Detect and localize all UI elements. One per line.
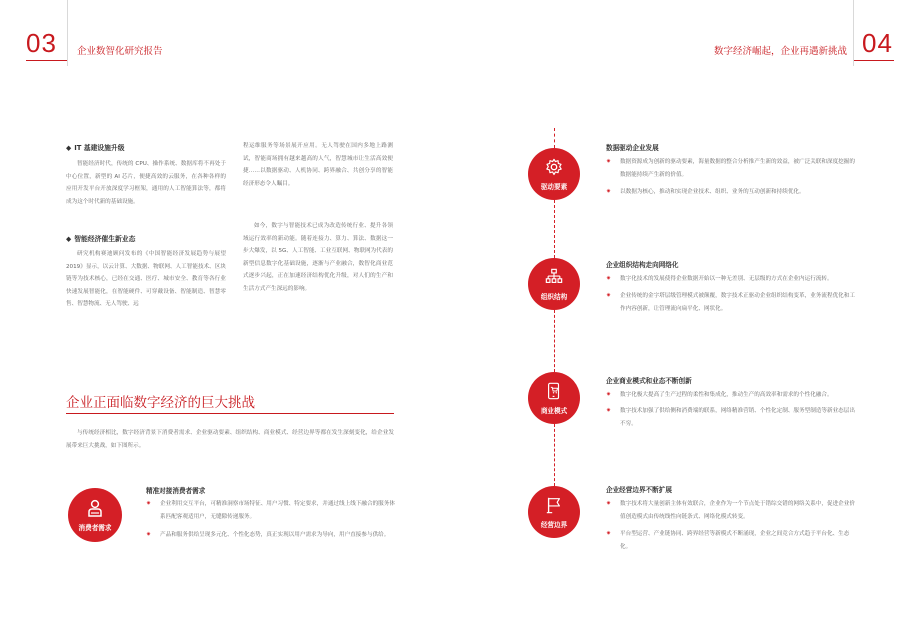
timeline-dash-2: [554, 310, 555, 372]
business-model-title: 企业商业模式和业态不断创新: [606, 377, 692, 385]
consumer-bullet-2: ✷ 产品和服务供给呈现多元化、个性化态势，真正实现以用户需求为导向，用户直接参与供给。: [146, 529, 396, 542]
org-title: 企业组织结构走向网络化: [606, 261, 679, 269]
paragraph-it-infrastructure: 智能经济时代，传统的 CPU、操作系统、数据库将不再处于中心位置，新型的 AI 芯片，便捷高效的云服务，在各种各样的应用开发平台开放深度学习框架，通用的人工智能算法等，都将成为这个时代新的基础设施。: [66, 161, 226, 205]
consumer-bullet-1: ✷ 企业利用交互平台，可精准洞察市场特征、用户习惯、特定要求，并通过线上线下融合的服务体系匹配客观适用户，无缝隙传递服务。: [146, 500, 395, 520]
consumer-demand-label: 消费者需求: [78, 523, 112, 532]
star-bullet-icon: ✷: [606, 500, 612, 507]
star-bullet-icon: ✷: [606, 158, 612, 165]
subhead-it-infrastructure: ◆ IT 基建设施升级: [66, 144, 125, 152]
star-bullet-icon: ✷: [146, 531, 152, 538]
business-boundary-bullet-2: ✷ 平台型运营、产业链协同、跨界经营等新模式不断涌现，企业之间竞合方式趋于平台化、生态化。: [606, 530, 850, 550]
org-chart-icon: [545, 268, 563, 286]
paragraph-digital-momentum: 如今，数字与智能技术已成为改造传统行业、提升各领域运行效率的新动能。随着连接力、算力、算法、数据这一步大爆发，以 5G、人工智能、工业互联网、物联网为代表的新型信息数字化基础设施，逐渐与产业融合，数智化商业范式逐步兴起，正在加速经济结构优化升级，对人们的生产和生活方式产生深远的影响。: [243, 223, 393, 292]
org-structure-circle: [528, 258, 580, 310]
business-model-label: 商业模式: [540, 406, 568, 415]
consumer-title: 精准对接消费者需求: [146, 487, 206, 495]
star-bullet-icon: ✷: [606, 188, 612, 195]
drivers-title: 数据驱动企业发展: [606, 144, 659, 152]
flag-icon: [545, 496, 563, 514]
business-boundary-label: 经营边界: [540, 520, 568, 529]
star-bullet-icon: ✷: [606, 530, 612, 537]
consumer-demand-circle: [68, 488, 122, 542]
star-bullet-icon: ✷: [146, 500, 152, 507]
drivers-label: 驱动要素: [540, 182, 568, 191]
star-bullet-icon: ✷: [606, 391, 612, 398]
person-icon: [87, 499, 103, 517]
business-model-bullet-1: ✷ 数字化极大提高了生产过程的柔性和集成化，推动生产的高效率和需求的个性化融合。: [606, 389, 860, 402]
left-header-title: 企业数智化研究报告: [77, 46, 163, 57]
paragraph-new-business-forms: 研究机构赛迪顾问发布的《中国智能经济发展趋势与展望 2019》显示，以云计算、大数据、物联网、人工智能技术、区块链等为技术核心，已经在交通、医疗、城市安全、教育等各行业快速发展智能化，在智能硬件、可穿戴设备、智能制造、智慧零售、智慧物流、无人驾驶、远: [66, 251, 226, 307]
timeline-dash-1: [554, 200, 555, 258]
business-model-circle: [528, 372, 580, 424]
left-page-number: 03: [26, 28, 57, 58]
star-bullet-icon: ✷: [606, 292, 612, 299]
timeline-dash-3: [554, 424, 555, 486]
right-header-rule: [854, 60, 894, 61]
right-header-title: 数字经济崛起，企业再遇新挑战: [714, 46, 848, 57]
gear-icon: [545, 158, 563, 176]
drivers-circle: [528, 148, 580, 200]
section-intro: 与传统经济相比，数字经济背景下消费者需求、企业驱动要素、组织结构、商业模式、经营边界等都在发生深刻变化，给企业发展带来巨大挑战，如下图所示。: [66, 430, 394, 449]
business-boundary-circle: [528, 486, 580, 538]
right-header-divider: [853, 0, 854, 66]
business-boundary-bullet-1: ✷ 数字技术将大量创新主体有效联合，企业作为一个节点处于错综交错的网络关系中，促进企业价值创造模式由传统线性向链条式、网络化模式转变。: [606, 500, 855, 520]
business-boundary-title: 企业经营边界不断扩展: [606, 486, 672, 494]
org-bullet-2: ✷ 企业传统的金字塔层级管理模式被颠覆，数字技术正驱动企业组织结构变革，业务流程优化和工作内容创新，让管理流向扁平化、网状化。: [606, 292, 855, 312]
left-header-divider: [67, 0, 68, 66]
left-header-rule: [26, 60, 68, 61]
section-title-rule: [66, 413, 394, 414]
mobile-cart-icon: [545, 382, 563, 400]
subhead-new-business-forms: ◆ 智能经济催生新业态: [66, 235, 136, 243]
section-title: 企业正面临数字经济的巨大挑战: [66, 395, 255, 411]
right-page-number: 04: [862, 28, 893, 58]
drivers-bullet-2: ✷ 以数据为核心，推动和实现企业技术、组织、业务的互动创新和持续优化。: [606, 186, 860, 199]
paragraph-continued: 程运维服务等场景展开应用。无人驾驶在国内多地上路测试，智能商场拥有越来越高的人气，智慧城市让生活高效便捷……以数据驱动、人机协同、跨界融合、共创分享的智能经济形态令人瞩目。: [243, 143, 393, 187]
star-bullet-icon: ✷: [606, 275, 612, 282]
drivers-bullet-1: ✷ 数据资源成为创新的驱动要素，海量数据的整合分析推产生新的效益，被广泛关联和深度挖掘的数据能持续产生新的价值。: [606, 158, 855, 178]
star-bullet-icon: ✷: [606, 407, 612, 414]
org-structure-label: 组织结构: [540, 292, 568, 301]
org-bullet-1: ✷ 数字化技术的发展使得企业数据开始以一种无差别、无层级的方式在企业内运行流转。: [606, 273, 860, 286]
timeline-dash-top: [554, 128, 555, 148]
business-model-bullet-2: ✷ 数字技术加强了供给侧和消费端的联系，网络精准营销、个性化定制、服务型制造等新业态层出不穷。: [606, 407, 855, 427]
